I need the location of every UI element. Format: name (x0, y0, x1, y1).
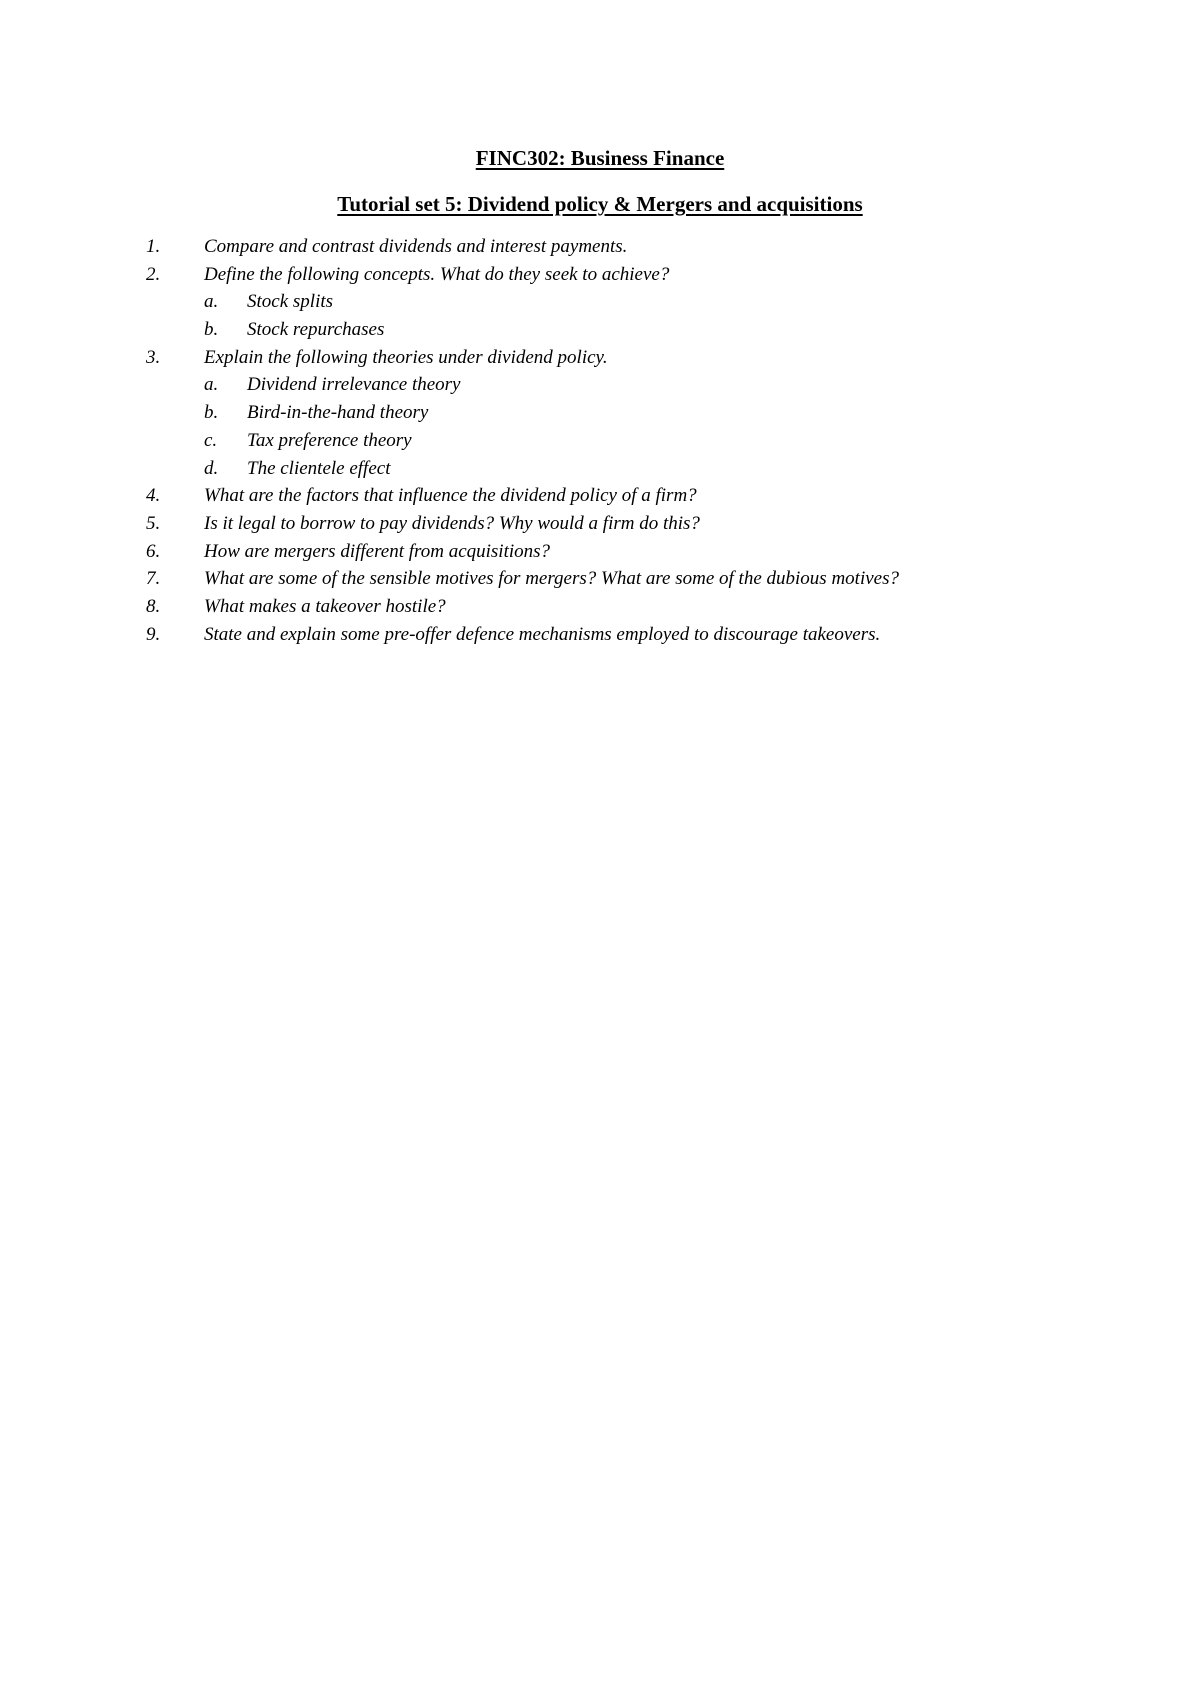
question-item (0, 565, 1200, 593)
sub-item (0, 316, 1200, 344)
question-number: 1. (146, 236, 161, 257)
sub-item-letter: c. (204, 429, 218, 451)
question-number: 9. (146, 623, 161, 645)
question-item (0, 344, 1200, 372)
sub-item-text: Bird-in-the-hand theory (247, 402, 429, 424)
question-text: What makes a takeover hostile? (204, 595, 446, 617)
question-number: 7. (146, 568, 161, 590)
question-number: 4. (146, 485, 161, 507)
tutorial-set-title: Tutorial set 5: Dividend policy & Mergers and acquisitions (337, 192, 863, 216)
sub-item-letter: a. (204, 291, 219, 313)
question-text: What are the factors that influence the dividend policy of a firm? (204, 485, 697, 507)
sub-item-text: Stock repurchases (247, 319, 385, 341)
question-text: Compare and contrast dividends and interest payments. (204, 236, 628, 257)
question-text: How are mergers different from acquisitions? (204, 540, 551, 562)
question-number: 2. (146, 263, 161, 285)
sub-item-letter: b. (204, 319, 219, 341)
sub-item-letter: a. (204, 374, 219, 396)
sub-item-text: Tax preference theory (247, 429, 412, 451)
question-item (0, 538, 1200, 566)
sub-item-text: The clientele effect (247, 457, 391, 479)
question-number: 3. (146, 346, 161, 368)
sub-item (0, 399, 1200, 427)
question-number: 5. (146, 512, 161, 534)
question-text: What are some of the sensible motives for mergers? What are some of the dubious motives? (204, 568, 899, 590)
sub-item (0, 371, 1200, 399)
question-item (0, 233, 1200, 261)
sub-item-letter: d. (204, 457, 219, 479)
question-item (0, 482, 1200, 510)
question-text: State and explain some pre-offer defence mechanisms employed to discourage takeovers. (204, 623, 881, 645)
sub-item-text: Dividend irrelevance theory (247, 374, 461, 396)
question-text: Explain the following theories under dividend policy. (204, 346, 608, 368)
question-item (0, 593, 1200, 621)
question-item (0, 621, 1200, 649)
sub-item (0, 288, 1200, 316)
question-text: Is it legal to borrow to pay dividends? Why would a firm do this? (204, 512, 700, 534)
question-item (0, 261, 1200, 289)
sub-item (0, 455, 1200, 483)
question-number: 8. (146, 595, 161, 617)
question-list (0, 233, 1200, 648)
question-text: Define the following concepts. What do they seek to achieve? (204, 263, 670, 285)
question-number: 6. (146, 540, 161, 562)
course-title: FINC302: Business Finance (475, 146, 725, 170)
sub-item-letter: b. (204, 402, 219, 424)
sub-item (0, 427, 1200, 455)
question-item (0, 510, 1200, 538)
sub-item-text: Stock splits (247, 291, 334, 313)
